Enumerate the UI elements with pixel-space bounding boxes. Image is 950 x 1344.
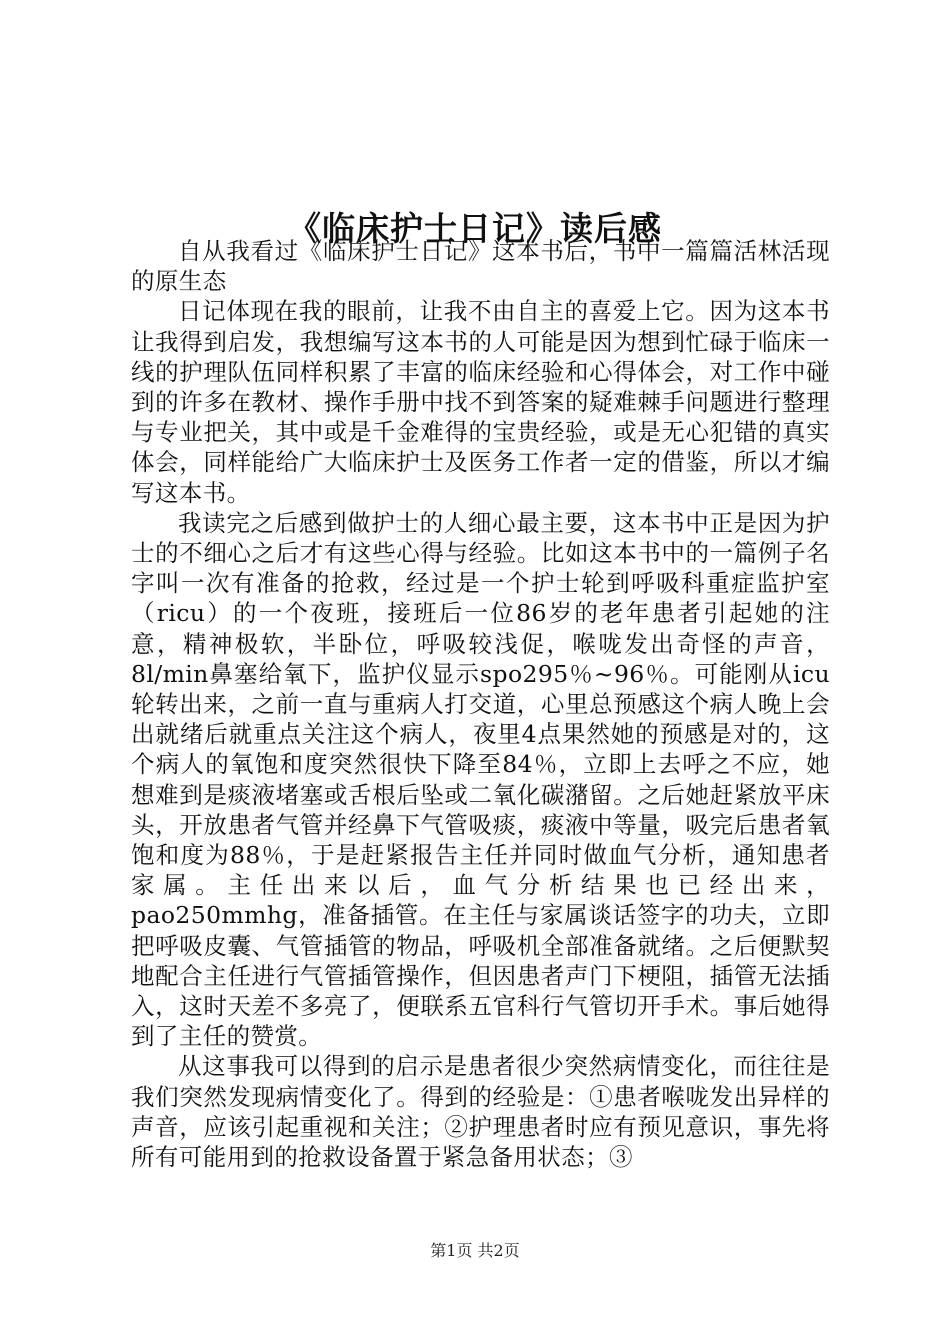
paragraph-3: 我读完之后感到做护士的人细心最主要，这本书中正是因为护士的不细心之后才有这些心得与经验。比如这本书中的一篇例子名字叫一次有准备的抢救，经过是一个护士轮到呼吸科重症监护室（ricu）的一个夜班，接班后一位86岁的老年患者引起她的注意，精神极软，半卧位，呼吸较浅促，喉咙发出奇怪的声音，8l/min鼻塞给氧下，监护仪显示spo295％~96％。可能刚从icu轮转出来，之前一直与重病人打交道，心里总预感这个病人晚上会出就绪后就重点关注这个病人，夜里4点果然她的预感是对的，这个病人的氧饱和度突然很快下降至84％，立即上去呼之不应，她想难到是痰液堵塞或舌根后坠或二氧化碳潴留。之后她赶紧放平床头，开放患者气管并经鼻下气管吸痰，痰液中等量，吸完后患者氧饱和度为88％，于是赶紧报告主任并同时做血气分析，通知患者家属。主任出来以后，血气分析结果也已经出来，pao250mmhg，准备插管。在主任与家属谈话签字的功夫，立即把呼吸皮囊、气管插管的物品，呼吸机全部准备就绪。之后便默契地配合主任进行气管插管操作，但因患者声门下梗阻，插管无法插入，这时天差不多亮了，便联系五官科行气管切开手术。事后她得到了主任的赞赏。	[131, 508, 830, 1051]
paragraph-1: 自从我看过《临床护士日记》这本书后，书中一篇篇活林活现的原生态	[131, 237, 830, 296]
document-title: 《临床护士日记》读后感	[288, 209, 662, 249]
page-number-footer: 第1页 共2页	[430, 1241, 520, 1260]
document-body	[131, 236, 830, 1172]
paragraph-2: 日记体现在我的眼前，让我不由自主的喜爱上它。因为这本书让我得到启发，我想编写这本书的人可能是因为想到忙碌于临床一线的护理队伍同样积累了丰富的临床经验和心得体会，对工作中碰到的许多在教材、操作手册中找不到答案的疑难棘手问题进行整理与专业把关，其中或是千金难得的宝贵经验，或是无心犯错的真实体会，同样能给广大临床护士及医务工作者一定的借鉴，所以才编写这本书。	[131, 297, 830, 507]
paragraph-4: 从这事我可以得到的启示是患者很少突然病情变化，而往往是我们突然发现病情变化了。得到的经验是：①患者喉咙发出异样的声音，应该引起重视和关注；②护理患者时应有预见意识，事先将所有可能用到的抢救设备置于紧急备用状态；③	[131, 1052, 830, 1172]
